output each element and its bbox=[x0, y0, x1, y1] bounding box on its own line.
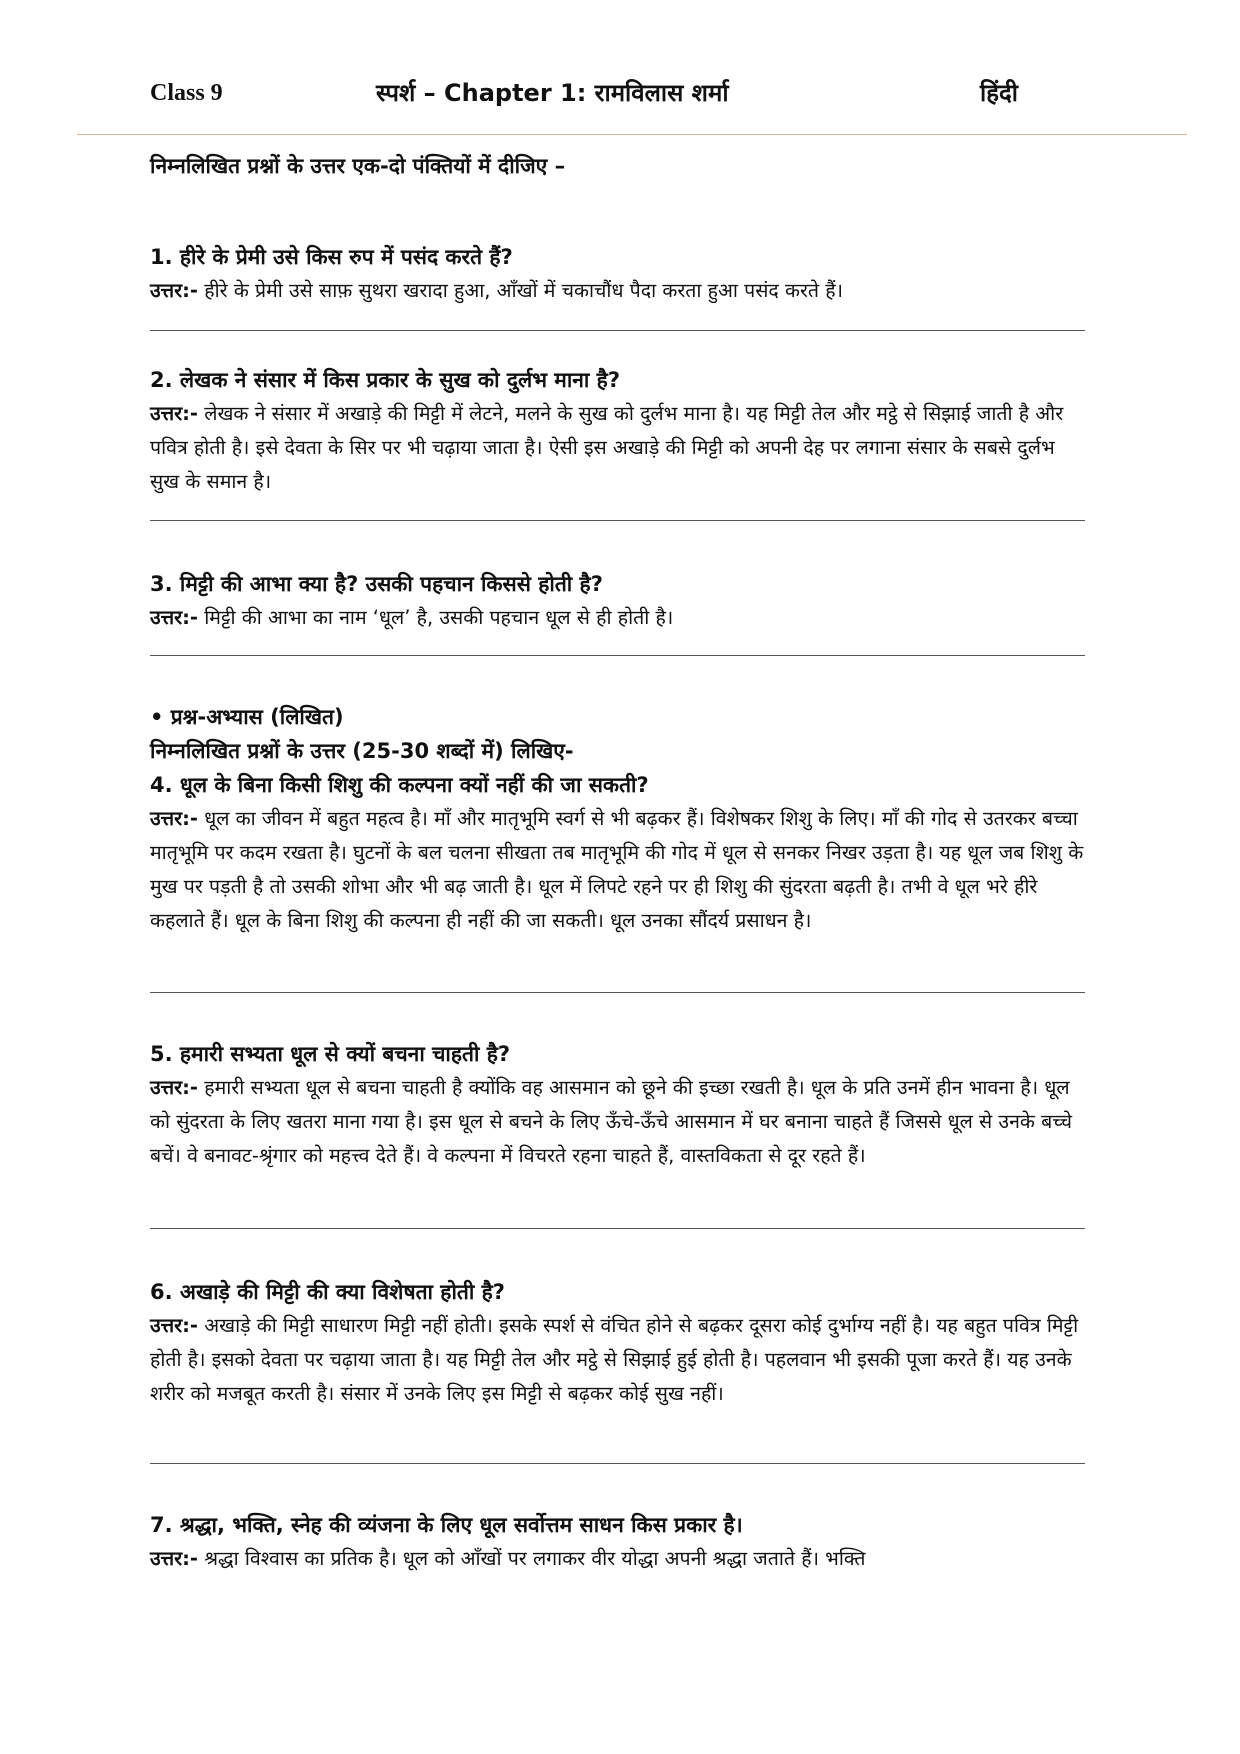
section-title: • प्रश्न-अभ्यास (लिखित) bbox=[150, 705, 344, 729]
answer-label: उत्तर:- bbox=[150, 1314, 199, 1337]
answer-label: उत्तर:- bbox=[150, 606, 199, 629]
answer-text: अखाड़े की मिट्टी साधारण मिट्टी नहीं होती। इसके स्पर्श से वंचित होने से बढ़कर दूसरा कोई दुर्भाग्य नहीं है। यह बहुत पवित्र मिट्टी होती है। इसको देवता पर चढ़ाया जाता है। यह मिट्टी तेल और मट्ठे से सिझाई हुई होती है। पहलवान भी इसकी पूजा करते हैं। यह उनके शरीर को मजबूत करती है। संसार में उनके लिए इस मिट्टी से बढ़कर कोई सुख नहीं। bbox=[150, 1314, 1079, 1405]
answer-3 bbox=[150, 601, 1085, 635]
question-3: 3. मिट्टी की आभा क्या है? उसकी पहचान किससे होती है? bbox=[150, 572, 603, 596]
section-instruction: निम्नलिखित प्रश्नों के उत्तर (25-30 शब्दों में) लिखिए- bbox=[150, 739, 574, 763]
qa-item-2 bbox=[150, 363, 1085, 499]
qa-item-1 bbox=[150, 240, 1085, 308]
qa-item-3 bbox=[150, 567, 1085, 635]
intro-instruction: निम्नलिखित प्रश्नों के उत्तर एक-दो पंक्तियों में दीजिए – bbox=[150, 154, 566, 178]
answer-text: मिट्टी की आभा का नाम ‘धूल’ है, उसकी पहचान धूल से ही होती है। bbox=[204, 606, 674, 629]
divider-1 bbox=[150, 330, 1085, 331]
question-6: 6. अखाड़े की मिट्टी की क्या विशेषता होती है? bbox=[150, 1280, 505, 1304]
answer-1 bbox=[150, 274, 1085, 308]
question-7: 7. श्रद्धा, भक्ति, स्नेह की व्यंजना के लिए धूल सर्वोत्तम साधन किस प्रकार है। bbox=[150, 1513, 743, 1537]
answer-label: उत्तर:- bbox=[150, 807, 199, 830]
qa-item-5 bbox=[150, 1037, 1085, 1173]
divider-5 bbox=[150, 1228, 1085, 1229]
qa-item-4 bbox=[150, 700, 1085, 938]
chapter-title: स्पर्श – Chapter 1: रामविलास शर्मा bbox=[376, 79, 729, 107]
answer-6 bbox=[150, 1309, 1085, 1411]
answer-text: लेखक ने संसार में अखाड़े की मिट्टी में लेटने, मलने के सुख को दुर्लभ माना है। यह मिट्टी तेल और मट्ठे से सिझाई जाती है और पवित्र होती है। इसे देवता के सिर पर भी चढ़ाया जाता है। ऐसी इस अखाड़े की मिट्टी को अपनी देह पर लगाना संसार के सबसे दुर्लभ सुख के समान है। bbox=[150, 402, 1064, 493]
divider-2 bbox=[150, 520, 1085, 521]
question-1: 1. हीरे के प्रेमी उसे किस रुप में पसंद करते हैं? bbox=[150, 245, 513, 269]
answer-text: धूल का जीवन में बहुत महत्व है। माँ और मातृभूमि स्वर्ग से भी बढ़कर हैं। विशेषकर शिशु के लिए। माँ की गोद से उतरकर बच्चा मातृभूमि पर कदम रखता है। घुटनों के बल चलना सीखता तब मातृभूमि की गोद में धूल से सनकर निखर उड़ता है। यह धूल जब शिशु के मुख पर पड़ती है तो उसकी शोभा और भी बढ़ जाती है। धूल में लिपटे रहने पर ही शिशु की सुंदरता बढ़ती है। तभी वे धूल भरे हीरे कहलाते हैं। धूल के बिना शिशु की कल्पना ही नहीं की जा सकती। धूल उनका सौंदर्य प्रसाधन है। bbox=[150, 807, 1084, 932]
answer-label: उत्तर:- bbox=[150, 279, 199, 302]
class-label: Class 9 bbox=[150, 80, 223, 106]
page-header bbox=[0, 70, 1240, 120]
answer-7 bbox=[150, 1542, 1085, 1576]
qa-item-6 bbox=[150, 1275, 1085, 1411]
question-2: 2. लेखक ने संसार में किस प्रकार के सुख को दुर्लभ माना है? bbox=[150, 368, 621, 392]
answer-label: उत्तर:- bbox=[150, 1076, 199, 1099]
answer-4 bbox=[150, 802, 1085, 938]
answer-text: श्रद्धा विश्वास का प्रतिक है। धूल को आँखों पर लगाकर वीर योद्धा अपनी श्रद्धा जताते हैं। भक्ति bbox=[204, 1547, 866, 1570]
answer-label: उत्तर:- bbox=[150, 402, 199, 425]
divider-6 bbox=[150, 1463, 1085, 1464]
answer-2 bbox=[150, 397, 1085, 499]
header-divider bbox=[77, 134, 1187, 135]
divider-3 bbox=[150, 655, 1085, 656]
subject-label: हिंदी bbox=[980, 79, 1018, 107]
answer-5 bbox=[150, 1071, 1085, 1173]
qa-item-7 bbox=[150, 1508, 1085, 1576]
question-5: 5. हमारी सभ्यता धूल से क्यों बचना चाहती है? bbox=[150, 1042, 511, 1066]
question-4: 4. धूल के बिना किसी शिशु की कल्पना क्यों नहीं की जा सकती? bbox=[150, 773, 649, 797]
answer-text: हमारी सभ्यता धूल से बचना चाहती है क्योंकि वह आसमान को छूने की इच्छा रखती है। धूल के प्रति उनमें हीन भावना है। धूल को सुंदरता के लिए खतरा माना गया है। इस धूल से बचने के लिए ऊँचे-ऊँचे आसमान में घर बनाना चाहते हैं जिससे धूल से उनके बच्चे बचें। वे बनावट-श्रृंगार को महत्त्व देते हैं। वे कल्पना में विचरते रहना चाहते हैं, वास्तविकता से दूर रहते हैं। bbox=[150, 1076, 1072, 1167]
divider-4 bbox=[150, 992, 1085, 993]
answer-text: हीरे के प्रेमी उसे साफ़ सुथरा खरादा हुआ, आँखों में चकाचौंध पैदा करता हुआ पसंद करते हैं। bbox=[204, 279, 843, 302]
answer-label: उत्तर:- bbox=[150, 1547, 199, 1570]
